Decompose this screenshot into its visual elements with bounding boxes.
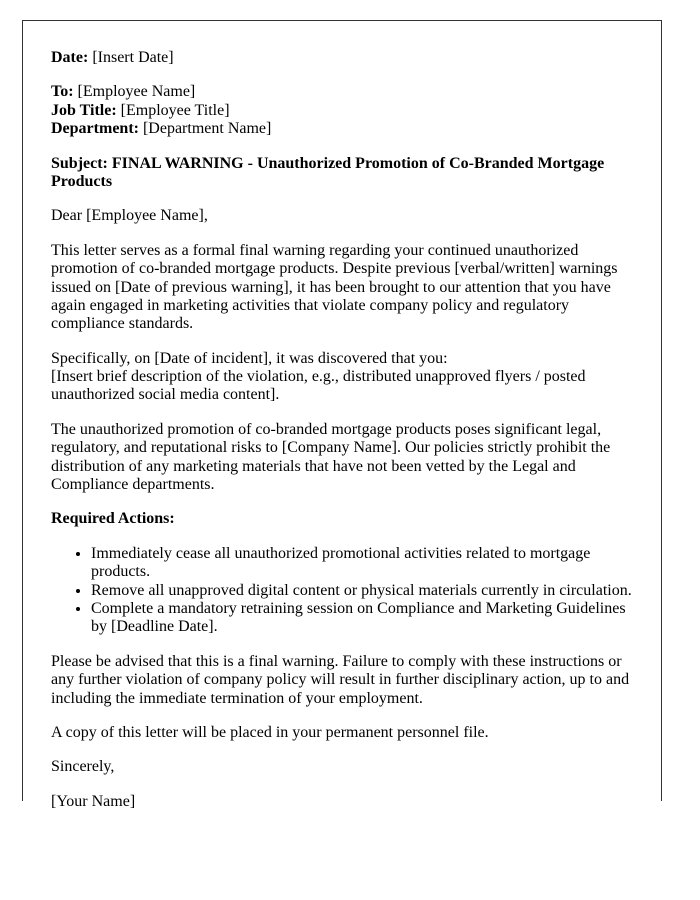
- department-label: Department:: [51, 120, 139, 138]
- incident-intro-line: Specifically, on [Date of incident], it was discovered that you:: [51, 349, 448, 367]
- to-label: To:: [51, 83, 74, 101]
- date-line: [51, 49, 633, 67]
- body-paragraph-final-warning: Please be advised that this is a final warning. Failure to comply with these instructions or any further violation of company policy will result in further disciplinary action, up to and including the immediate termination of your employment.: [51, 652, 630, 707]
- department-value: [Department Name]: [142, 120, 272, 138]
- body-paragraph-warning: This letter serves as a formal final warning regarding your continued unauthorized promotion of co-branded mortgage products. Despite previous [verbal/written] warnings issued on [Date of previous warning], it has been brought to our attention that you have again engaged in marketing activities that violate company policy and regulatory compliance standards.: [51, 241, 618, 333]
- signature-name: [Your Name]: [51, 792, 136, 810]
- job-title-line: [51, 102, 633, 120]
- salutation: Dear [Employee Name],: [51, 207, 208, 225]
- signoff: Sincerely,: [51, 758, 115, 776]
- list-item: • Remove all unapproved digital content or physical materials currently in circulation.: [91, 582, 633, 600]
- body-paragraph-risks: The unauthorized promotion of co-branded mortgage products poses significant legal, regulatory, and reputational risks to [Company Name]. Our policies strictly prohibit the distribution of any marketing materials that have not been vetted by the Legal and Compliance departments.: [51, 420, 611, 494]
- subject-line: Subject: FINAL WARNING - Unauthorized Promotion of Co-Branded Mortgage Products: [51, 154, 605, 190]
- letter-container: [22, 20, 662, 810]
- body-paragraph-incident: [51, 350, 633, 405]
- job-title-value: [Employee Title]: [120, 101, 230, 119]
- list-item: • Immediately cease all unauthorized promotional activities related to mortgage products.: [91, 545, 633, 582]
- required-actions-list: [51, 545, 633, 637]
- date-value: [Insert Date]: [92, 49, 174, 66]
- incident-description-line: [Insert brief description of the violation, e.g., distributed unapproved flyers / posted unauthorized social media content].: [51, 368, 586, 404]
- list-item: • Complete a mandatory retraining session on Compliance and Marketing Guidelines by [Deadline Date].: [91, 600, 633, 637]
- to-line: [51, 83, 633, 101]
- date-label: Date:: [51, 49, 89, 66]
- body-paragraph-personnel-file: A copy of this letter will be placed in your permanent personnel file.: [51, 723, 489, 741]
- department-line: [51, 120, 633, 138]
- job-title-label: Job Title:: [51, 101, 117, 119]
- recipient-block: [51, 83, 633, 138]
- required-actions-heading: Required Actions:: [51, 510, 175, 528]
- to-value: [Employee Name]: [77, 83, 196, 101]
